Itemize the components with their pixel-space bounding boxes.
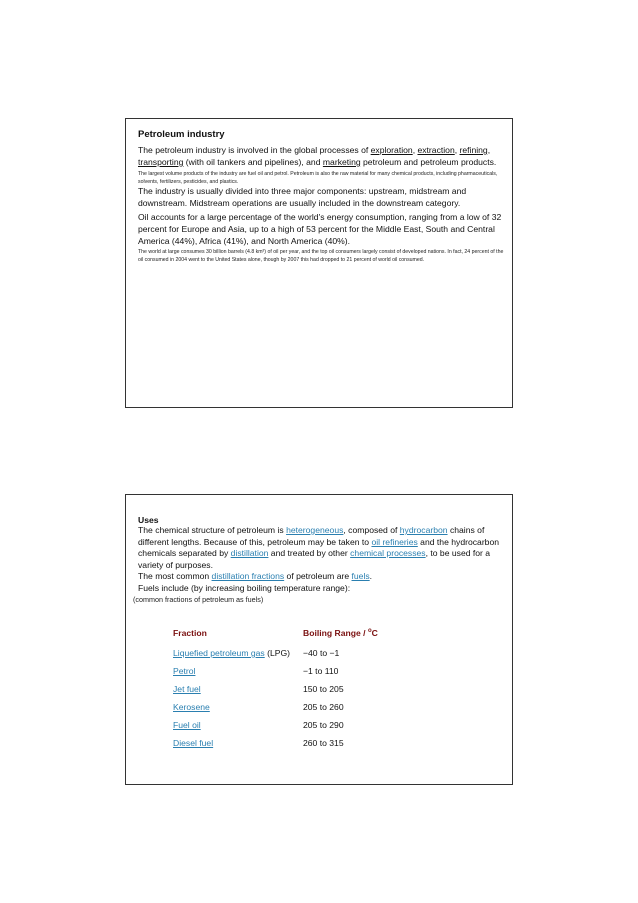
link-distillation[interactable]: distillation — [230, 548, 269, 559]
text: The chemical structure of petroleum is — [138, 525, 287, 535]
link-oil-refineries[interactable]: oil refineries — [371, 536, 418, 547]
link-exploration[interactable]: exploration — [370, 145, 413, 155]
header-unit: C — [371, 628, 378, 638]
text: , — [454, 145, 460, 155]
link-chemical-processes[interactable]: chemical processes — [350, 548, 426, 559]
text: . — [369, 571, 373, 582]
text: petroleum and petroleum products. — [360, 157, 497, 167]
link-jet-fuel[interactable]: Jet fuel — [173, 684, 201, 694]
range-cell: 150 to 205 — [303, 684, 344, 694]
range-cell: −40 to −1 — [303, 648, 340, 658]
slide2-title: Uses — [138, 515, 159, 525]
text: Fuels include (by increasing boiling temperature range): — [138, 582, 351, 593]
text: , — [412, 145, 418, 155]
text: , — [487, 145, 491, 155]
range-cell: 205 to 260 — [303, 702, 344, 712]
slide-petroleum-industry — [125, 118, 513, 408]
link-extraction[interactable]: extraction — [417, 145, 455, 155]
range-cell: 260 to 315 — [303, 738, 344, 748]
link-hydrocarbon[interactable]: hydrocarbon — [399, 525, 448, 535]
table-caption: (common fractions of petroleum as fuels) — [133, 595, 264, 604]
table-row — [173, 684, 473, 696]
slide1-title: Petroleum industry — [138, 129, 225, 140]
table-row — [173, 666, 473, 678]
table-header-row — [173, 628, 473, 640]
slide1-paragraph-2: The industry is usually divided into three major components: upstream, midstream and downstream. Midstream operations are usually included in the downstream category. — [138, 186, 467, 208]
slide2-body — [138, 525, 508, 595]
link-distillation-fractions[interactable]: distillation fractions — [211, 571, 285, 582]
text: , composed of — [343, 525, 400, 535]
link-transporting[interactable]: transporting — [138, 157, 184, 167]
slide1-paragraph-1-small: The largest volume products of the industry are fuel oil and petrol. Petroleum is also the raw material for many chemical products, including pharmaceuticals, solvents, fertilizers, pesticides, and plastics. — [138, 171, 498, 185]
link-marketing[interactable]: marketing — [322, 157, 361, 167]
table-row — [173, 738, 473, 750]
range-cell: −1 to 110 — [303, 666, 339, 676]
link-refining[interactable]: refining — [459, 145, 488, 155]
range-cell: 205 to 290 — [303, 720, 344, 730]
link-heterogeneous[interactable]: heterogeneous — [286, 525, 344, 535]
link-diesel-fuel[interactable]: Diesel fuel — [173, 738, 214, 748]
text: and treated by other — [268, 548, 351, 559]
text: The petroleum industry is involved in the global processes of — [138, 145, 371, 155]
slide1-paragraph-3: Oil accounts for a large percentage of the world's energy consumption, ranging from a low of 32 percent for Europe and Asia, up to a high of 53 percent for the Middle East, South and Central America (44%), Africa (41%), and North America (40%). — [138, 212, 502, 246]
degree-sup: o — [367, 628, 372, 635]
link-fuels[interactable]: fuels — [351, 571, 370, 582]
table-row — [173, 720, 473, 732]
slide-uses — [125, 494, 513, 785]
header-boiling-range — [303, 628, 378, 638]
table-row — [173, 648, 473, 660]
slide1-paragraph-1 — [138, 144, 506, 168]
table-row — [173, 702, 473, 714]
text: The most common — [138, 571, 212, 582]
link-lpg[interactable]: Liquefied petroleum gas — [173, 648, 265, 658]
fraction-cell — [173, 648, 290, 658]
text: (with oil tankers and pipelines), and — [183, 157, 323, 167]
fraction-suffix: (LPG) — [264, 648, 291, 658]
link-petrol[interactable]: Petrol — [173, 666, 196, 676]
text: of petroleum are — [284, 571, 352, 582]
text: chains of different lengths. Because of this, petroleum may be taken to — [138, 525, 485, 547]
text: , to be used for a variety of purposes. — [138, 548, 491, 570]
slide1-paragraph-3-small: The world at large consumes 30 billion barrels (4.8 km³) of oil per year, and the top oil consumers largely consist of developed nations. In fact, 24 percent of the oil consumed in 2004 went to the United States alone, though by 2007 this had dropped to 21 percent of world oil consumed. — [138, 249, 504, 263]
link-fuel-oil[interactable]: Fuel oil — [173, 720, 201, 730]
header-fraction: Fraction — [173, 628, 207, 638]
text: and the hydrocarbon chemicals separated by — [138, 536, 500, 559]
link-kerosene[interactable]: Kerosene — [173, 702, 210, 712]
header-boiling-text: Boiling Range / — [303, 628, 368, 638]
